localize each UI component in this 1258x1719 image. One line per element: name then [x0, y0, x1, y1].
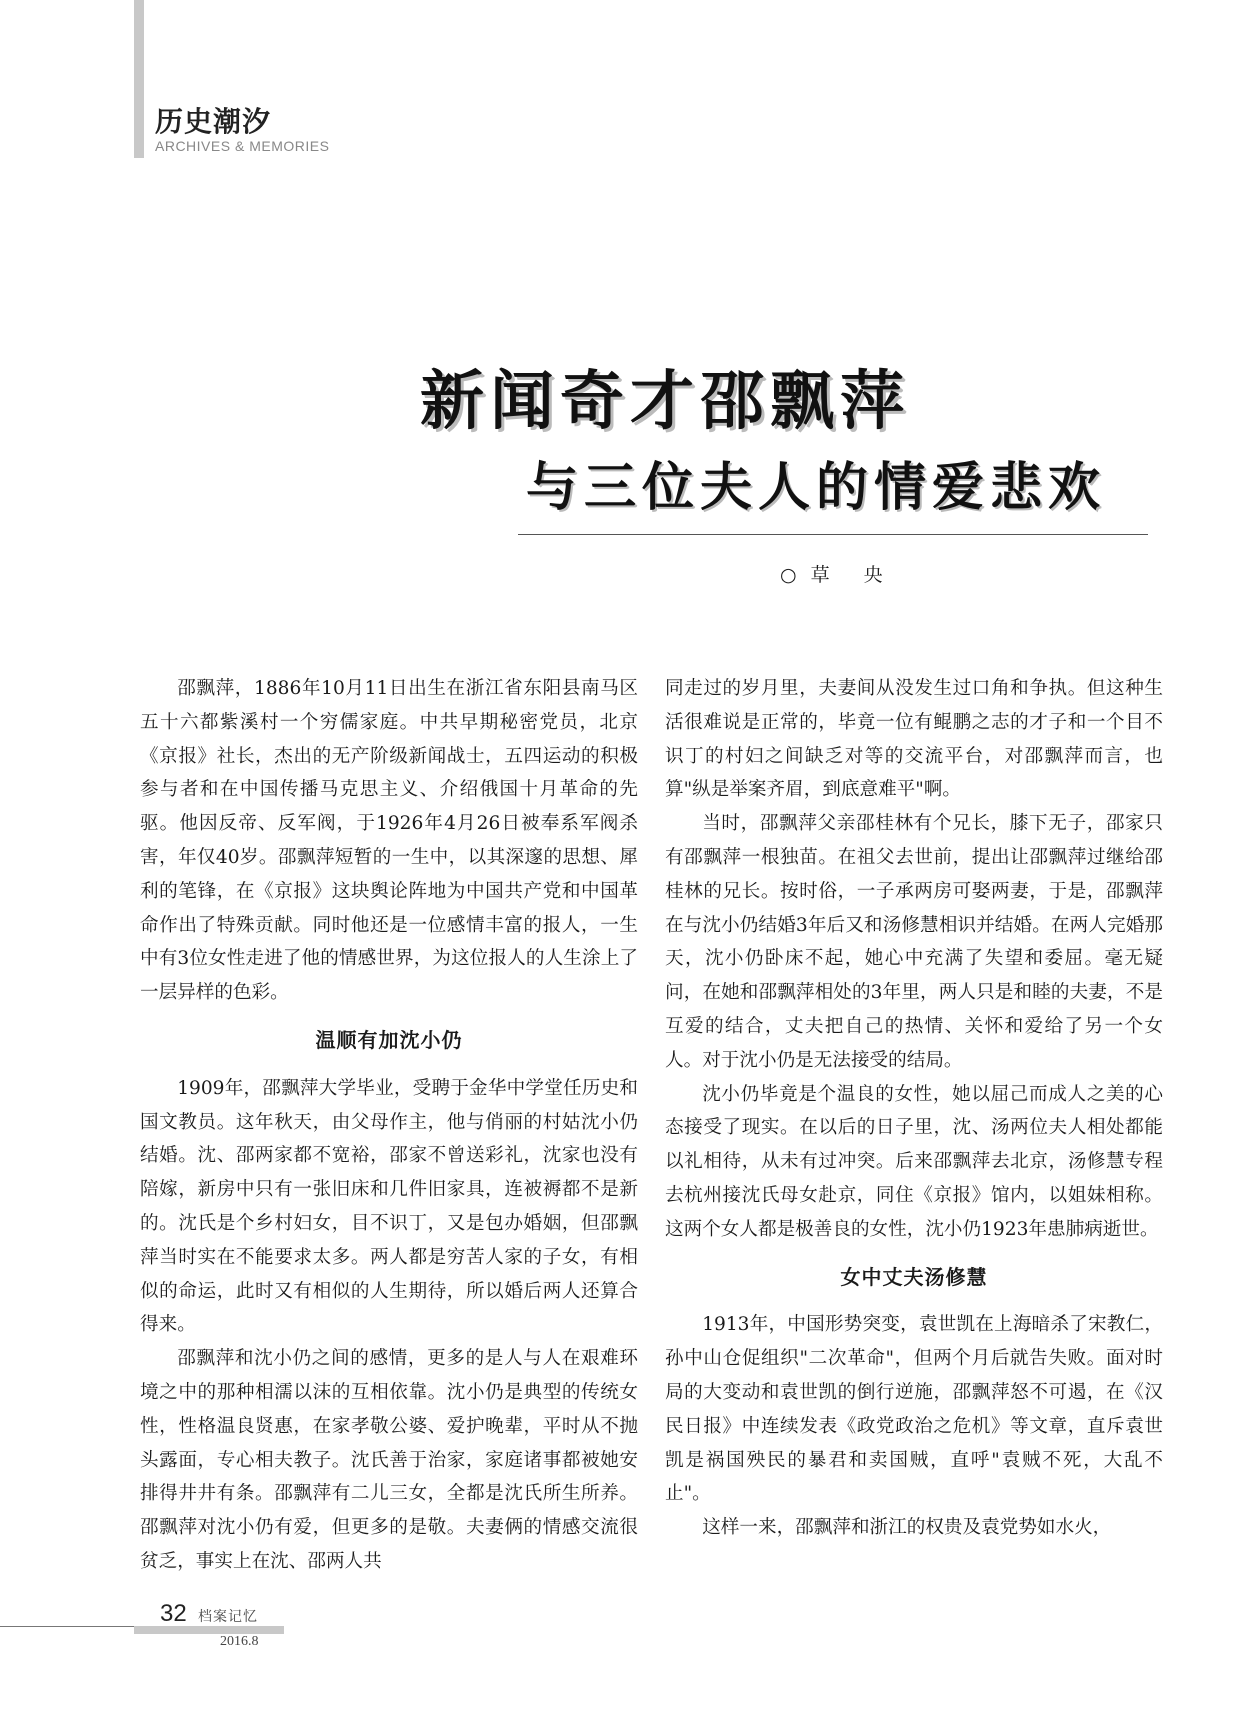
section-heading: 女中丈夫汤修慧 — [840, 1264, 988, 1289]
section-subtitle: ARCHIVES & MEMORIES — [155, 138, 330, 154]
title-divider — [518, 534, 1148, 535]
author-byline: ○草 央 — [780, 564, 897, 586]
section-title: 历史潮汐 — [155, 105, 272, 138]
article-title-sub: 与三位夫人的情爱悲欢 — [526, 458, 1107, 518]
left-column — [140, 672, 638, 1579]
paragraph: 1913年，中国形势突变，袁世凯在上海暗杀了宋教仁，孙中山仓促组织"二次革命"，但两个月后就告失败。面对时局的大变动和袁世凯的倒行逆施，邵飘萍怒不可遏，在《汉民日报》中连续发表《政党政治之危机》等文章，直斥袁世凯是祸国殃民的暴君和卖国贼，直呼"袁贼不死，大乱不止"。 — [665, 1314, 1163, 1505]
paragraph: 沈小仍毕竟是个温良的女性，她以屈己而成人之美的心态接受了现实。在以后的日子里，沈、汤两位夫人相处都能以礼相待，从未有过冲突。后来邵飘萍去北京，汤修慧专程去杭州接沈氏母女赴京，同住《京报》馆内，以姐妹相称。这两个女人都是极善良的女性，沈小仍1923年患肺病逝世。 — [665, 1083, 1163, 1240]
paragraph: 邵飘萍，1886年10月11日出生在浙江省东阳县南马区五十六都紫溪村一个穷儒家庭。中共早期秘密党员，北京《京报》社长，杰出的无产阶级新闻战士，五四运动的积极参与者和在中国传播马克思主义、介绍俄国十月革命的先驱。他因反帝、反军阀，于1926年4月26日被奉系军阀杀害，年仅40岁。邵飘萍短暂的一生中，以其深邃的思想、犀利的笔锋，在《京报》这块舆论阵地为中国共产党和中国革命作出了特殊贡献。同时他还是一位感情丰富的报人，一生中有3位女性走进了他的情感世界，为这位报人的人生涂上了一层异样的色彩。 — [140, 678, 638, 1004]
magazine-name: 档案记忆 — [198, 1609, 258, 1625]
paragraph: 当时，邵飘萍父亲邵桂林有个兄长，膝下无子，邵家只有邵飘萍一根独苗。在祖父去世前，提出让邵飘萍过继给邵桂林的兄长。按时俗，一子承两房可娶两妻，于是，邵飘萍在与沈小仍结婚3年后又和汤修慧相识并结婚。在两人完婚那天，沈小仍卧床不起，她心中充满了失望和委屈。毫无疑问，在她和邵飘萍相处的3年里，两人只是和睦的夫妻，不是互爱的结合，丈夫把自己的热情、关怀和爱给了另一个女人。对于沈小仍是无法接受的结局。 — [665, 813, 1163, 1071]
paragraph: 1909年，邵飘萍大学毕业，受聘于金华中学堂任历史和国文教员。这年秋天，由父母作主，他与俏丽的村姑沈小仍结婚。沈、邵两家都不宽裕，邵家不曾送彩礼，沈家也没有陪嫁，新房中只有一张旧床和几件旧家具，连被褥都不是新的。沈氏是个乡村妇女，目不识丁，又是包办婚姻，但邵飘萍当时实在不能要求太多。两人都是穷苦人家的子女，有相似的命运，此时又有相似的人生期待，所以婚后两人还算合得来。 — [140, 1077, 638, 1336]
article-title-main: 新闻奇才邵飘萍 — [420, 365, 910, 439]
header-accent-bar — [134, 0, 144, 158]
paragraph: 同走过的岁月里，夫妻间从没发生过口角和争执。但这种生活很难说是正常的，毕竟一位有鲲鹏之志的才子和一个目不识丁的村妇之间缺乏对等的交流平台，对邵飘萍而言，也算"纵是举案齐眉，到底意难平"啊。 — [665, 678, 1163, 801]
paragraph: 邵飘萍和沈小仍之间的感情，更多的是人与人在艰难环境之中的那种相濡以沫的互相依靠。沈小仍是典型的传统女性，性格温良贤惠，在家孝敬公婆、爱护晚辈，平时从不抛头露面，专心相夫教子。沈氏善于治家，家庭诸事都被她安排得井井有条。邵飘萍有二儿三女，全都是沈氏所生所养。邵飘萍对沈小仍有爱，但更多的是敬。夫妻俩的情感交流很贫乏，事实上在沈、邵两人共 — [140, 1348, 638, 1572]
issue-date: 2016.8 — [220, 1634, 259, 1649]
right-column — [665, 672, 1163, 1545]
footer-accent-bar — [134, 1626, 284, 1634]
paragraph: 这样一来，邵飘萍和浙江的权贵及袁党势如水火， — [702, 1517, 1112, 1539]
section-heading: 温顺有加沈小仍 — [315, 1027, 463, 1052]
page-number: 32 — [160, 1600, 187, 1627]
